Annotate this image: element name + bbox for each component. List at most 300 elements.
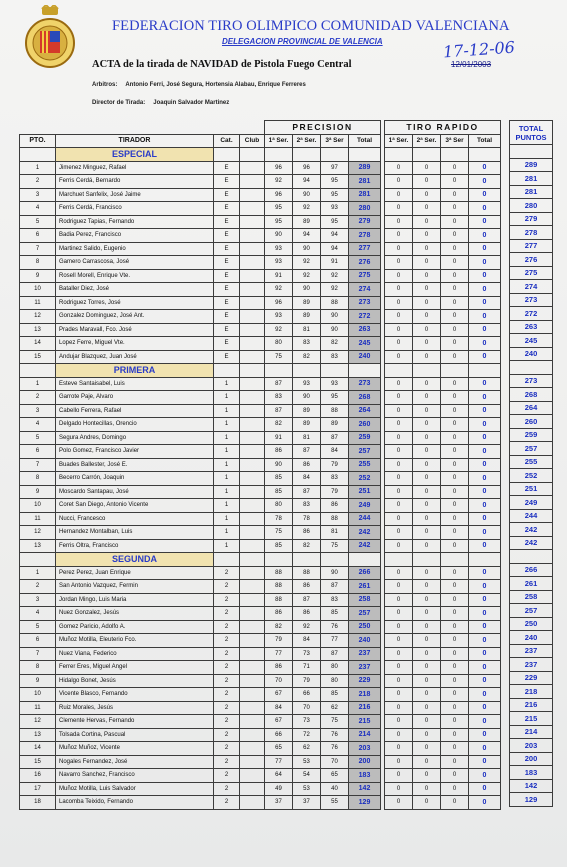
pto-cell: 15 <box>20 350 56 364</box>
precision-serie-cell: 89 <box>293 296 321 310</box>
rapido-serie-cell: 0 <box>385 175 413 189</box>
tirador-cell: Buades Ballester, José E. <box>56 458 214 472</box>
rapido-serie-cell: 0 <box>385 674 413 688</box>
rapido-serie-cell: 0 <box>441 445 469 459</box>
table-row <box>20 580 501 594</box>
pto-cell: 6 <box>20 634 56 648</box>
total-points-cell: 244 <box>510 509 553 523</box>
total-points-cell: 218 <box>510 685 553 699</box>
total-points-row <box>510 455 553 469</box>
cat-cell: 1 <box>214 526 240 540</box>
rapido-serie-cell: 0 <box>413 539 441 553</box>
precision-serie-cell: 78 <box>265 512 293 526</box>
rapido-serie-cell: 0 <box>441 647 469 661</box>
cat-cell: E <box>214 283 240 297</box>
pto-cell: 4 <box>20 202 56 216</box>
precision-serie-cell: 92 <box>321 269 349 283</box>
rapido-total-cell: 0 <box>469 350 501 364</box>
cat-cell: 2 <box>214 647 240 661</box>
precision-serie-cell: 81 <box>321 526 349 540</box>
rapido-total-cell: 0 <box>469 688 501 702</box>
rapido-serie-cell: 0 <box>413 404 441 418</box>
club-cell <box>240 229 265 243</box>
rapido-serie-cell: 0 <box>441 431 469 445</box>
table-row <box>20 607 501 621</box>
precision-serie-cell: 37 <box>265 796 293 810</box>
precision-serie-cell: 77 <box>265 755 293 769</box>
tirador-cell: Jimenez Minguez, Rafael <box>56 161 214 175</box>
rapido-serie-cell: 0 <box>385 512 413 526</box>
rapido-serie-cell: 0 <box>385 796 413 810</box>
total-points-row <box>510 401 553 415</box>
rapido-serie-cell: 0 <box>413 229 441 243</box>
rapido-serie-cell: 0 <box>413 445 441 459</box>
precision-serie-cell: 81 <box>293 431 321 445</box>
pto-cell: 7 <box>20 242 56 256</box>
rapido-total-cell: 0 <box>469 472 501 486</box>
precision-serie-cell: 83 <box>321 593 349 607</box>
precision-total-cell: 215 <box>349 715 381 729</box>
rapido-serie-cell: 0 <box>413 620 441 634</box>
pto-cell: 7 <box>20 458 56 472</box>
precision-serie-cell: 92 <box>293 202 321 216</box>
rapido-total-cell: 0 <box>469 175 501 189</box>
precision-total-cell: 279 <box>349 215 381 229</box>
precision-serie-cell: 75 <box>321 539 349 553</box>
precision-total-cell: 245 <box>349 337 381 351</box>
precision-serie-cell: 91 <box>265 431 293 445</box>
club-cell <box>240 769 265 783</box>
club-cell <box>240 620 265 634</box>
rapido-serie-cell: 0 <box>441 458 469 472</box>
rapido-serie-cell: 0 <box>385 634 413 648</box>
pto-cell: 16 <box>20 769 56 783</box>
pto-cell: 1 <box>20 161 56 175</box>
cat-cell: 2 <box>214 634 240 648</box>
rapido-serie-cell: 0 <box>441 215 469 229</box>
rapido-serie-cell: 0 <box>413 175 441 189</box>
precision-serie-cell: 86 <box>293 458 321 472</box>
rapido-serie-cell: 0 <box>441 242 469 256</box>
total-points-row <box>510 334 553 348</box>
rapido-total-cell: 0 <box>469 526 501 540</box>
cat-cell: 2 <box>214 580 240 594</box>
category-row <box>20 553 501 567</box>
precision-total-cell: 255 <box>349 458 381 472</box>
rapido-serie-cell: 0 <box>413 661 441 675</box>
precision-serie-cell: 79 <box>293 674 321 688</box>
tirador-cell: Rosell Morell, Enrique Vte. <box>56 269 214 283</box>
total-points-row <box>510 253 553 267</box>
precision-serie-cell: 73 <box>293 647 321 661</box>
arbitros-line: Arbitros: Antonio Ferri, José Segura, Hortensia Alabau, Enrique Ferreres <box>92 82 306 88</box>
federation-title: FEDERACION TIRO OLIMPICO COMUNIDAD VALENCIANA <box>112 18 510 34</box>
total-points-row <box>510 577 553 591</box>
pto-cell: 10 <box>20 688 56 702</box>
rapido-serie-cell: 0 <box>441 566 469 580</box>
rapido-total-cell: 0 <box>469 269 501 283</box>
club-cell <box>240 350 265 364</box>
precision-total-cell: 200 <box>349 755 381 769</box>
precision-serie-cell: 88 <box>321 296 349 310</box>
club-cell <box>240 701 265 715</box>
pto-cell: 11 <box>20 512 56 526</box>
precision-total-cell: 274 <box>349 283 381 297</box>
pto-cell: 14 <box>20 742 56 756</box>
total-points-cell: 249 <box>510 496 553 510</box>
cat-cell: E <box>214 256 240 270</box>
rapido-total-cell: 0 <box>469 647 501 661</box>
pto-cell: 2 <box>20 391 56 405</box>
total-points-cell: 261 <box>510 577 553 591</box>
tirador-cell: Polo Gomez, Francisco Javier <box>56 445 214 459</box>
precision-serie-cell: 65 <box>265 742 293 756</box>
total-points-cell: 237 <box>510 658 553 672</box>
precision-serie-cell: 93 <box>265 242 293 256</box>
table-row <box>20 499 501 513</box>
rapido-total-cell: 0 <box>469 539 501 553</box>
precision-serie-cell: 94 <box>293 229 321 243</box>
rapido-total-cell: 0 <box>469 458 501 472</box>
cat-cell: 2 <box>214 782 240 796</box>
rapido-serie-cell: 0 <box>385 647 413 661</box>
precision-serie-cell: 85 <box>265 539 293 553</box>
total-points-row <box>510 415 553 429</box>
tirador-cell: Badia Perez, Francisco <box>56 229 214 243</box>
col-tirador: TIRADOR <box>56 134 214 148</box>
table-row <box>20 620 501 634</box>
rapido-total-cell: 0 <box>469 404 501 418</box>
pto-cell: 4 <box>20 607 56 621</box>
cat-cell: 2 <box>214 742 240 756</box>
precision-serie-cell: 96 <box>265 296 293 310</box>
precision-serie-cell: 70 <box>293 701 321 715</box>
rapido-serie-cell: 0 <box>413 202 441 216</box>
cat-cell: 2 <box>214 566 240 580</box>
precision-serie-cell: 87 <box>321 431 349 445</box>
rapido-serie-cell: 0 <box>385 472 413 486</box>
rapido-serie-cell: 0 <box>413 458 441 472</box>
precision-serie-cell: 75 <box>265 350 293 364</box>
precision-total-cell: 214 <box>349 728 381 742</box>
total-points-row <box>510 428 553 442</box>
tirador-cell: Jordan Mingo, Luis Maria <box>56 593 214 607</box>
total-points-row <box>510 293 553 307</box>
total-points-cell: 215 <box>510 712 553 726</box>
pto-cell: 5 <box>20 215 56 229</box>
table-row <box>20 526 501 540</box>
tirador-cell: Ferris Cerdá, Francisco <box>56 202 214 216</box>
precision-total-cell: 281 <box>349 175 381 189</box>
precision-serie-cell: 64 <box>265 769 293 783</box>
rapido-serie-cell: 0 <box>385 161 413 175</box>
rapido-serie-cell: 0 <box>441 742 469 756</box>
rapido-total-cell: 0 <box>469 242 501 256</box>
total-points-cell: 258 <box>510 590 553 604</box>
precision-total-cell: 142 <box>349 782 381 796</box>
cat-cell: 2 <box>214 688 240 702</box>
rapido-serie-cell: 0 <box>385 377 413 391</box>
cat-cell: 2 <box>214 728 240 742</box>
rapido-serie-cell: 0 <box>385 485 413 499</box>
rapido-serie-cell: 0 <box>385 620 413 634</box>
col-cat: Cat. <box>214 134 240 148</box>
tirador-cell: Nogales Fernandez, José <box>56 755 214 769</box>
precision-total-cell: 276 <box>349 256 381 270</box>
rapido-serie-cell: 0 <box>385 728 413 742</box>
club-cell <box>240 337 265 351</box>
rapido-serie-cell: 0 <box>441 620 469 634</box>
precision-serie-cell: 83 <box>293 337 321 351</box>
table-row <box>20 715 501 729</box>
col-r-s1: 1ª Ser. <box>385 134 413 148</box>
club-cell <box>240 674 265 688</box>
rapido-total-cell: 0 <box>469 215 501 229</box>
tirador-cell: Garrote Paje, Alvaro <box>56 391 214 405</box>
rapido-serie-cell: 0 <box>441 796 469 810</box>
precision-serie-cell: 87 <box>265 377 293 391</box>
rapido-serie-cell: 0 <box>441 526 469 540</box>
precision-serie-cell: 90 <box>293 188 321 202</box>
pto-cell: 3 <box>20 404 56 418</box>
rapido-serie-cell: 0 <box>385 202 413 216</box>
rapido-serie-cell: 0 <box>413 350 441 364</box>
precision-header: PRECISION <box>265 121 381 135</box>
total-points-cell: 255 <box>510 455 553 469</box>
precision-serie-cell: 90 <box>265 458 293 472</box>
precision-serie-cell: 93 <box>293 377 321 391</box>
total-points-row <box>510 212 553 226</box>
total-points-row <box>510 725 553 739</box>
total-points-row <box>510 536 553 550</box>
total-points-cell: 183 <box>510 766 553 780</box>
precision-serie-cell: 89 <box>293 404 321 418</box>
rapido-serie-cell: 0 <box>441 391 469 405</box>
cat-cell: 2 <box>214 607 240 621</box>
total-points-row <box>510 658 553 672</box>
category-label: PRIMERA <box>56 364 214 378</box>
rapido-serie-cell: 0 <box>413 742 441 756</box>
precision-serie-cell: 76 <box>321 620 349 634</box>
total-points-cell: 242 <box>510 536 553 550</box>
precision-serie-cell: 67 <box>265 715 293 729</box>
rapido-total-cell: 0 <box>469 256 501 270</box>
club-cell <box>240 580 265 594</box>
rapido-serie-cell: 0 <box>385 229 413 243</box>
total-points-row <box>510 752 553 766</box>
precision-serie-cell: 87 <box>293 485 321 499</box>
tirador-cell: Marchuet Sanfelix, José Jaime <box>56 188 214 202</box>
rapido-serie-cell: 0 <box>385 607 413 621</box>
precision-serie-cell: 76 <box>321 728 349 742</box>
club-cell <box>240 161 265 175</box>
col-r-s2: 2ª Ser. <box>413 134 441 148</box>
rapido-serie-cell: 0 <box>385 323 413 337</box>
pto-cell: 12 <box>20 310 56 324</box>
precision-serie-cell: 49 <box>265 782 293 796</box>
total-points-cell: 200 <box>510 752 553 766</box>
cat-cell: E <box>214 310 240 324</box>
table-row <box>20 566 501 580</box>
cat-cell: 1 <box>214 445 240 459</box>
precision-serie-cell: 73 <box>293 715 321 729</box>
total-points-cell: 259 <box>510 428 553 442</box>
total-points-cell: 263 <box>510 320 553 334</box>
tirador-cell: Martinez Salido, Eugenio <box>56 242 214 256</box>
cat-cell: E <box>214 242 240 256</box>
precision-serie-cell: 88 <box>293 566 321 580</box>
pto-cell: 3 <box>20 188 56 202</box>
total-points-cell: 203 <box>510 739 553 753</box>
cat-cell: E <box>214 202 240 216</box>
pto-cell: 10 <box>20 499 56 513</box>
precision-serie-cell: 90 <box>293 242 321 256</box>
total-points-row <box>510 199 553 213</box>
precision-serie-cell: 55 <box>321 796 349 810</box>
total-points-row <box>510 739 553 753</box>
tirador-cell: San Antonio Vazquez, Fermin <box>56 580 214 594</box>
precision-total-cell: 237 <box>349 647 381 661</box>
rapido-serie-cell: 0 <box>413 647 441 661</box>
valencia-crest-icon <box>22 5 78 71</box>
total-points-row <box>510 671 553 685</box>
total-points-row <box>510 617 553 631</box>
precision-serie-cell: 90 <box>293 283 321 297</box>
precision-serie-cell: 83 <box>265 391 293 405</box>
precision-serie-cell: 90 <box>321 566 349 580</box>
precision-serie-cell: 92 <box>293 269 321 283</box>
pto-cell: 10 <box>20 283 56 297</box>
precision-total-cell: 240 <box>349 350 381 364</box>
rapido-serie-cell: 0 <box>385 296 413 310</box>
rapido-total-cell: 0 <box>469 512 501 526</box>
tirador-cell: Becerro Carrón, Joaquin <box>56 472 214 486</box>
club-cell <box>240 593 265 607</box>
tirador-cell: Tolsada Cortina, Pascual <box>56 728 214 742</box>
category-label: ESPECIAL <box>56 148 214 162</box>
precision-serie-cell: 94 <box>293 175 321 189</box>
table-row <box>20 485 501 499</box>
total-points-cell: 277 <box>510 239 553 253</box>
table-row <box>20 431 501 445</box>
cat-cell: 2 <box>214 593 240 607</box>
precision-total-cell: 289 <box>349 161 381 175</box>
rapido-serie-cell: 0 <box>385 431 413 445</box>
club-cell <box>240 202 265 216</box>
table-row <box>20 472 501 486</box>
precision-serie-cell: 95 <box>265 215 293 229</box>
tirador-cell: Nuez Gonzalez, Jesús <box>56 607 214 621</box>
cat-cell: 2 <box>214 661 240 675</box>
table-row <box>20 215 501 229</box>
tirador-cell: Nuez Viana, Federico <box>56 647 214 661</box>
table-row <box>20 310 501 324</box>
cat-cell: E <box>214 215 240 229</box>
precision-serie-cell: 84 <box>265 701 293 715</box>
rapido-total-cell: 0 <box>469 337 501 351</box>
precision-serie-cell: 88 <box>265 566 293 580</box>
club-cell <box>240 269 265 283</box>
club-cell <box>240 647 265 661</box>
precision-serie-cell: 81 <box>293 323 321 337</box>
precision-total-cell: 278 <box>349 229 381 243</box>
precision-total-cell: 264 <box>349 404 381 418</box>
rapido-total-cell: 0 <box>469 418 501 432</box>
cat-cell: 1 <box>214 512 240 526</box>
precision-serie-cell: 88 <box>321 512 349 526</box>
cat-cell: 1 <box>214 485 240 499</box>
rapido-total-cell: 0 <box>469 620 501 634</box>
total-points-row <box>510 509 553 523</box>
rapido-serie-cell: 0 <box>413 256 441 270</box>
rapido-total-cell: 0 <box>469 701 501 715</box>
rapido-total-cell: 0 <box>469 728 501 742</box>
precision-total-cell: 272 <box>349 310 381 324</box>
club-cell <box>240 431 265 445</box>
total-points-cell: 242 <box>510 523 553 537</box>
precision-serie-cell: 91 <box>321 256 349 270</box>
pto-cell: 7 <box>20 647 56 661</box>
total-points-cell: 229 <box>510 671 553 685</box>
table-row <box>20 269 501 283</box>
precision-serie-cell: 86 <box>265 445 293 459</box>
precision-serie-cell: 77 <box>321 634 349 648</box>
tirador-cell: Rodriguez Torres, José <box>56 296 214 310</box>
rapido-total-cell: 0 <box>469 566 501 580</box>
precision-serie-cell: 90 <box>293 391 321 405</box>
precision-serie-cell: 78 <box>293 512 321 526</box>
total-points-row <box>510 496 553 510</box>
precision-serie-cell: 86 <box>293 580 321 594</box>
rapido-total-cell: 0 <box>469 161 501 175</box>
precision-serie-cell: 93 <box>265 310 293 324</box>
rapido-serie-cell: 0 <box>441 661 469 675</box>
precision-serie-cell: 53 <box>293 755 321 769</box>
total-points-cell: 257 <box>510 442 553 456</box>
precision-serie-cell: 65 <box>321 769 349 783</box>
tirador-cell: Muñoz Motilla, Eleuterio Fco. <box>56 634 214 648</box>
pto-cell: 8 <box>20 256 56 270</box>
precision-total-cell: 275 <box>349 269 381 283</box>
precision-serie-cell: 83 <box>321 472 349 486</box>
precision-serie-cell: 80 <box>321 661 349 675</box>
precision-total-cell: 242 <box>349 539 381 553</box>
total-points-row <box>510 185 553 199</box>
total-points-row <box>510 280 553 294</box>
tirador-cell: Rodriguez Tapias, Fernando <box>56 215 214 229</box>
precision-serie-cell: 86 <box>265 607 293 621</box>
precision-serie-cell: 93 <box>321 202 349 216</box>
precision-total-cell: 242 <box>349 526 381 540</box>
rapido-serie-cell: 0 <box>413 769 441 783</box>
club-cell <box>240 296 265 310</box>
cat-cell: 1 <box>214 404 240 418</box>
rapido-serie-cell: 0 <box>441 283 469 297</box>
total-points-row <box>510 482 553 496</box>
total-points-cell: 240 <box>510 631 553 645</box>
rapido-total-cell: 0 <box>469 310 501 324</box>
rapido-serie-cell: 0 <box>441 377 469 391</box>
rapido-serie-cell: 0 <box>413 526 441 540</box>
rapido-serie-cell: 0 <box>441 404 469 418</box>
rapido-serie-cell: 0 <box>413 418 441 432</box>
cat-cell: 1 <box>214 418 240 432</box>
table-row <box>20 782 501 796</box>
table-row <box>20 796 501 810</box>
total-points-row <box>510 307 553 321</box>
category-row <box>20 148 501 162</box>
table-row <box>20 661 501 675</box>
